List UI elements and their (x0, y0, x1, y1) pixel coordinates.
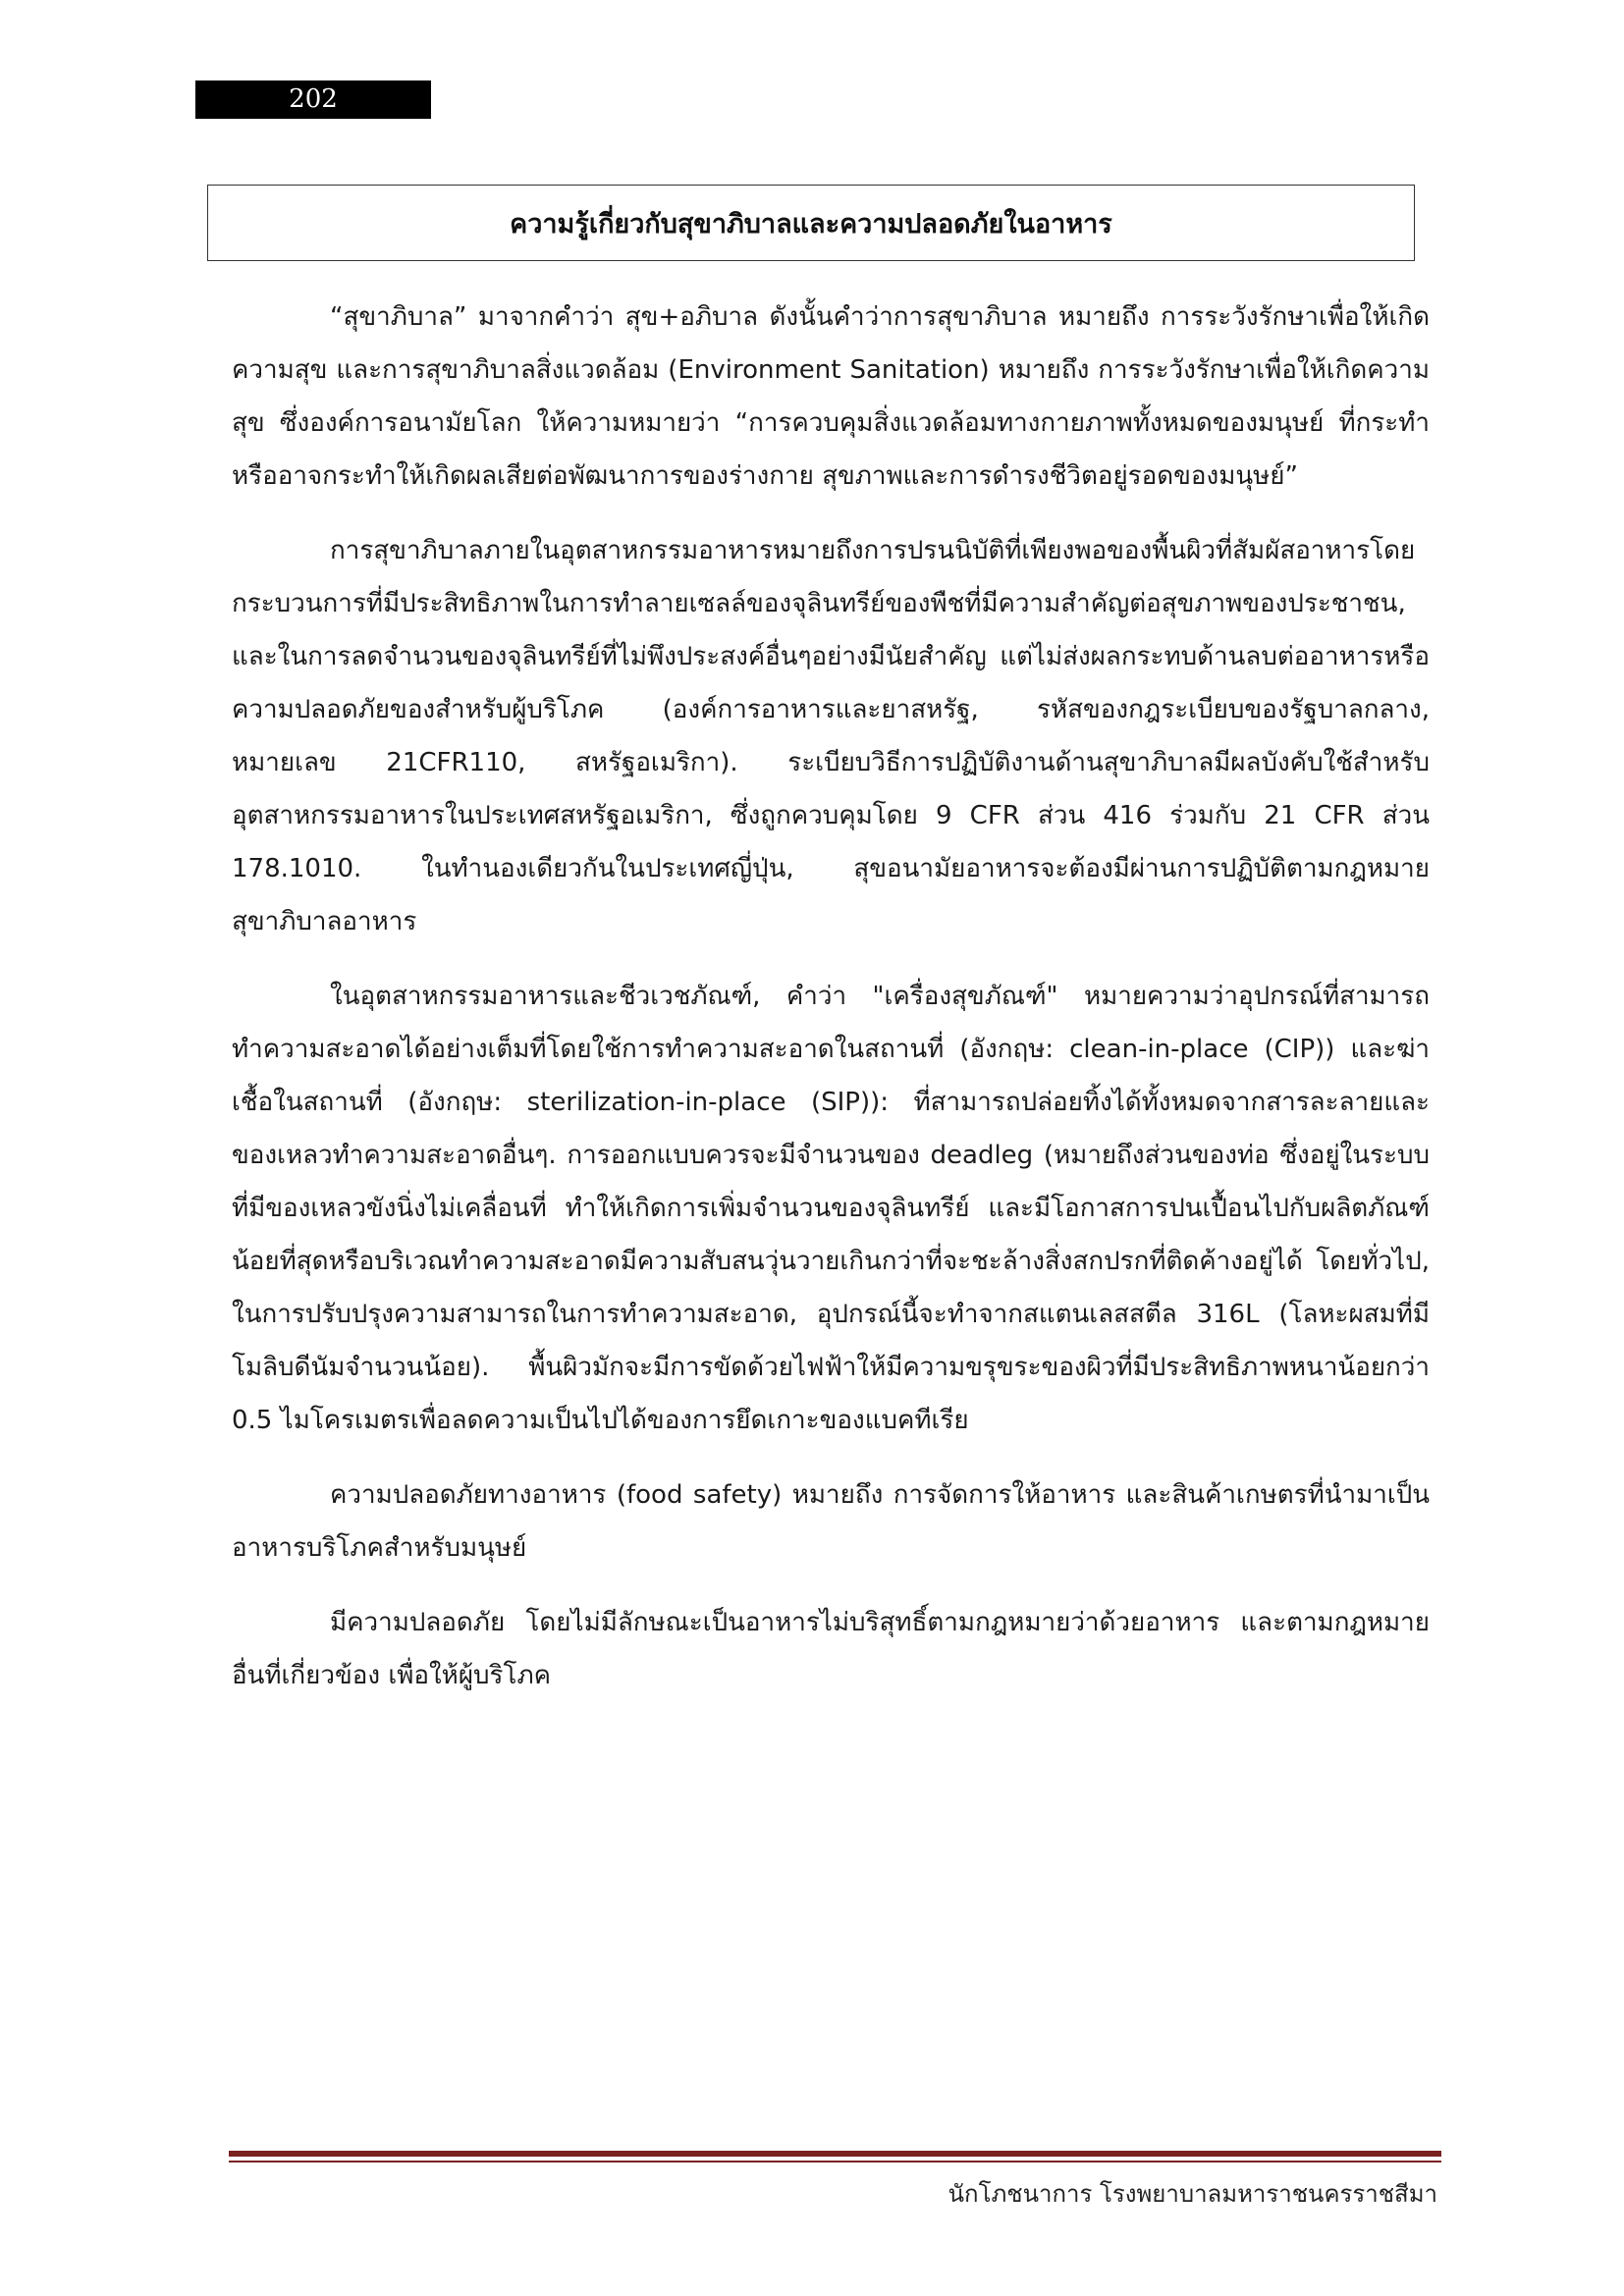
title-box (207, 185, 1415, 261)
page-title: ความรู้เกี่ยวกับสุขาภิบาลและความปลอดภัยในอาหาร (510, 208, 1112, 240)
paragraph-sanitary-equipment: ในอุตสาหกรรมอาหารและชีวเวชภัณฑ์, คำว่า "เครื่องสุขภัณฑ์" หมายความว่าอุปกรณ์ที่สามารถทำความสะอาดได้อย่างเต็มที่โดยใช้การทำความสะอาดในสถานที่ (อังกฤษ: clean-in-place (CIP)) และฆ่าเชื้อในสถานที่ (อังกฤษ: sterilization-in-place (SIP)): ที่สามารถปล่อยทิ้งได้ทั้งหมดจากสารละลายและของเหลวทำความสะอาดอื่นๆ. การออกแบบควรจะมีจำนวนของ deadleg (หมายถึงส่วนของท่อ ซึ่งอยู่ในระบบ ที่มีของเหลวขังนิ่งไม่เคลื่อนที่ ทำให้เกิดการเพิ่มจำนวนของจุลินทรีย์ และมีโอกาสการปนเปื้อนไปกับผลิตภัณฑ์น้อยที่สุดหรือบริเวณทำความสะอาดมีความสับสนวุ่นวายเกินกว่าที่จะชะล้างสิ่งสกปรกที่ติดค้างอยู่ได้ โดยทั่วไป, ในการปรับปรุงความสามารถในการทำความสะอาด, อุปกรณ์นี้จะทำจากสแตนเลสสตีล 316L (โลหะผสมที่มีโมลิบดีนัมจำนวนน้อย). พื้นผิวมักจะมีการขัดด้วยไฟฟ้าให้มีความขรุขระของผิวที่มีประสิทธิภาพหนาน้อยกว่า 0.5 ไมโครเมตรเพื่อลดความเป็นไปได้ของการยึดเกาะของแบคทีเรีย (232, 982, 1430, 1435)
paragraph-sanitation-definition: “สุขาภิบาล” มาจากคำว่า สุข+อภิบาล ดังนั้นคำว่าการสุขาภิบาล หมายถึง การระวังรักษาเพื่อให้เกิดความสุข และการสุขาภิบาลสิ่งแวดล้อม (Environment Sanitation) หมายถึง การระวังรักษาเพื่อให้เกิดความสุข ซึ่งองค์การอนามัยโลก ให้ความหมายว่า “การควบคุมสิ่งแวดล้อมทางกายภาพทั้งหมดของมนุษย์ ที่กระทำหรืออาจกระทำให้เกิดผลเสียต่อพัฒนาการของร่างกาย สุขภาพและการดำรงชีวิตอยู่รอดของมนุษย์” (232, 302, 1430, 491)
page-number: 202 (195, 80, 431, 119)
paragraph-safety-condition: มีความปลอดภัย โดยไม่มีลักษณะเป็นอาหารไม่บริสุทธิ์ตามกฎหมายว่าด้วยอาหาร และตามกฎหมายอื่นที่เกี่ยวข้อง เพื่อให้ผู้บริโภค (232, 1608, 1430, 1690)
paragraph-food-industry-sanitation: การสุขาภิบาลภายในอุตสาหกรรมอาหารหมายถึงการปรนนิบัติที่เพียงพอของพื้นผิวที่สัมผัสอาหารโดยกระบวนการที่มีประสิทธิภาพในการทำลายเซลล์ของจุลินทรีย์ของพืชที่มีความสำคัญต่อสุขภาพของประชาชน, และในการลดจำนวนของจุลินทรีย์ที่ไม่พึงประสงค์อื่นๆอย่างมีนัยสำคัญ แต่ไม่ส่งผลกระทบด้านลบต่ออาหารหรือความปลอดภัยของสำหรับผู้บริโภค (องค์การอาหารและยาสหรัฐ, รหัสของกฎระเบียบของรัฐบาลกลาง, หมายเลข 21CFR110, สหรัฐอเมริกา). ระเบียบวิธีการปฏิบัติงานด้านสุขาภิบาลมีผลบังคับใช้สำหรับอุตสาหกรรมอาหารในประเทศสหรัฐอเมริกา, ซึ่งถูกควบคุมโดย 9 CFR ส่วน 416 ร่วมกับ 21 CFR ส่วน 178.1010. ในทำนองเดียวกันในประเทศญี่ปุ่น, สุขอนามัยอาหารจะต้องมีผ่านการปฏิบัติตามกฎหมายสุขาภิบาลอาหาร (232, 536, 1430, 936)
body-text (232, 291, 1430, 1724)
paragraph-food-safety: ความปลอดภัยทางอาหาร (food safety) หมายถึง การจัดการให้อาหาร และสินค้าเกษตรที่นำมาเป็นอาหารบริโภคสำหรับมนุษย์ (232, 1480, 1430, 1563)
footer-divider (229, 2151, 1441, 2157)
footer-text: นักโภชนาการ โรงพยาบาลมหาราชนครราชสีมา (947, 2180, 1437, 2208)
footer-divider-thin (229, 2161, 1441, 2163)
